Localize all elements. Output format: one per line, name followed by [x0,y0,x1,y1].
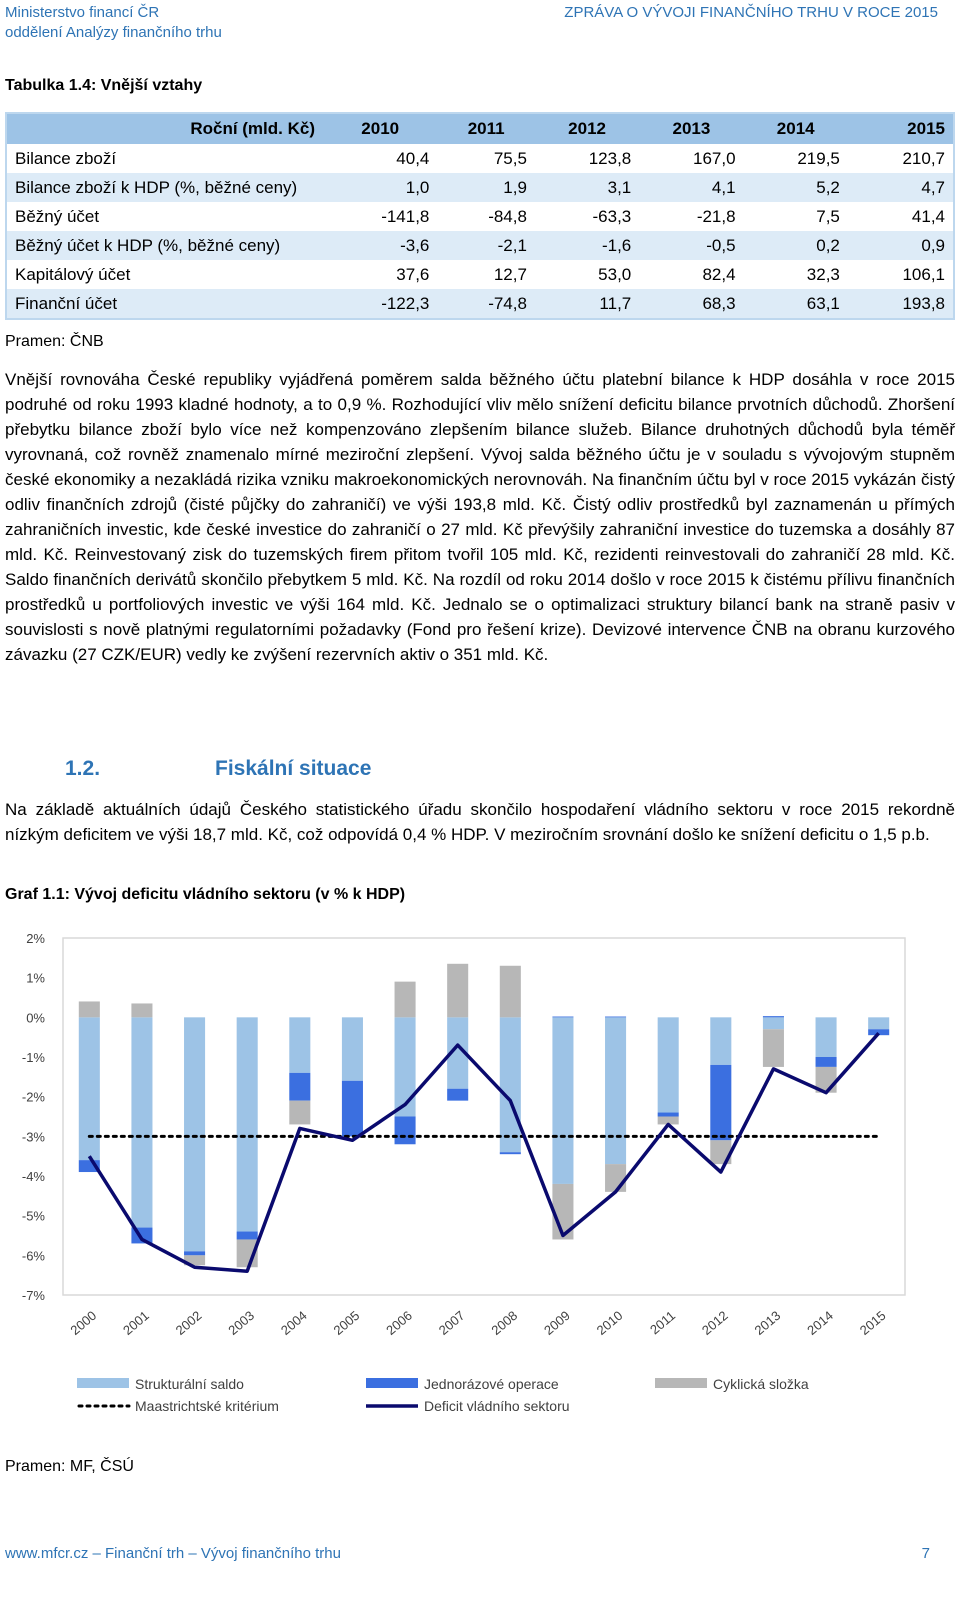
header-ministry: Ministerstvo financí ČR [5,4,160,21]
header-report-title: ZPRÁVA O VÝVOJI FINANČNÍHO TRHU V ROCE 2015 [564,4,938,21]
table-cell: 0,2 [744,231,848,260]
table-cell: 75,5 [493,148,527,168]
table-cell: -1,6 [535,231,639,260]
table-cell: 68,3 [639,289,743,319]
x-tick-label: 2006 [383,1307,415,1338]
table-header-row [6,113,954,144]
row-label: Běžný účet [15,206,100,226]
table-row [6,144,954,173]
x-tick-label: 2012 [698,1307,731,1338]
table-cell: 1,0 [323,173,437,202]
year-header: 2014 [744,113,848,144]
bar-cyclical [763,1029,784,1067]
year-header: 2011 [437,113,535,144]
x-tick-label: 2003 [225,1307,258,1338]
legend-label: Deficit vládního sektoru [424,1398,570,1414]
table-cell: 0,9 [848,231,954,260]
y-tick-label: -4% [21,1169,45,1184]
legend-swatch [655,1378,707,1388]
table-source: Pramen: ČNB [5,333,104,350]
bar-cyclical [395,982,416,1018]
table-cell: -122,3 [323,289,437,319]
deficit-line [89,1033,878,1271]
table-cell: 193,8 [848,289,954,319]
table-row [6,202,954,231]
row-label: Kapitálový účet [15,264,131,284]
page-number: 7 [921,1545,930,1562]
chart-caption: Graf 1.1: Vývoj deficitu vládního sektoru (v % k HDP) [5,886,406,903]
table-cell: 37,6 [396,264,430,284]
section-number: 1.2. [65,757,101,780]
x-tick-label: 2001 [120,1307,152,1338]
bar-oneoff [342,1081,363,1137]
bar-oneoff [605,1017,626,1018]
bar-oneoff [237,1232,258,1240]
bar-structural [79,1017,100,1160]
bar-structural [184,1017,205,1251]
table-cell: 4,1 [639,173,743,202]
bar-cyclical [79,1001,100,1017]
table-cell: -21,8 [696,206,736,226]
year-header: 2013 [639,113,743,144]
table-row [6,173,954,202]
legend-label: Maastrichtské kritérium [135,1398,279,1414]
bar-structural [868,1017,889,1029]
bar-structural [658,1017,679,1112]
row-label: Finanční účet [6,289,323,319]
table-cell: -0,5 [639,231,743,260]
table-cell: -74,8 [437,289,535,319]
bar-cyclical [131,1003,152,1017]
table-cell: 40,4 [396,148,430,168]
table-cell: 7,5 [816,206,840,226]
x-tick-label: 2015 [856,1307,889,1338]
table-cell: -141,8 [381,206,430,226]
y-tick-label: -5% [21,1208,45,1224]
bar-oneoff [710,1065,731,1140]
bar-cyclical [500,966,521,1018]
year-header: 2012 [535,113,639,144]
table-cell: -2,1 [437,231,535,260]
bar-structural [552,1017,573,1184]
x-tick-label: 2011 [647,1307,679,1338]
x-tick-label: 2007 [435,1307,468,1338]
row-label: Bilance zboží [15,148,117,168]
row-label: Bilance zboží k HDP (%, běžné ceny) [6,173,323,202]
table-cell: 63,1 [744,289,848,319]
x-tick-label: 2002 [172,1307,205,1338]
x-tick-label: 2005 [330,1307,363,1338]
table-cell: 5,2 [744,173,848,202]
y-tick-label: -6% [21,1248,45,1264]
y-tick-label: -2% [21,1089,45,1105]
y-tick-label: 1% [26,970,45,986]
y-tick-label: 0% [26,1010,45,1026]
bar-structural [500,1017,521,1152]
bar-structural [816,1017,837,1057]
bar-oneoff [552,1017,573,1018]
bar-oneoff [658,1113,679,1117]
table-cell: 82,4 [702,264,736,284]
legend-label: Strukturální saldo [135,1376,244,1392]
chart-source: Pramen: MF, ČSÚ [5,1458,134,1475]
bar-structural [605,1017,626,1164]
legend-label: Cyklická složka [713,1376,809,1392]
bar-cyclical [605,1164,626,1192]
table-cell: 3,1 [535,173,639,202]
table-caption: Tabulka 1.4: Vnější vztahy [5,77,203,94]
legend-label: Jednorázové operace [424,1376,559,1392]
table-row [6,289,954,319]
bar-structural [763,1017,784,1029]
table-cell: 167,0 [693,148,736,168]
bar-oneoff [816,1057,837,1067]
y-tick-label: -1% [21,1050,45,1065]
section-heading [65,757,371,781]
bar-structural [710,1017,731,1065]
year-header: 2015 [848,113,954,144]
table-cell: 1,9 [437,173,535,202]
bar-oneoff [184,1251,205,1255]
x-tick-label: 2000 [67,1307,100,1338]
bar-oneoff [447,1089,468,1101]
year-header: 2010 [323,113,437,144]
bar-cyclical [289,1101,310,1125]
table-cell: 41,4 [911,206,945,226]
table-cell: 210,7 [902,148,945,168]
bar-oneoff [500,1152,521,1154]
x-tick-label: 2014 [804,1307,836,1338]
table-cell: 11,7 [535,289,639,319]
paragraph-external-balance: Vnější rovnováha České republiky vyjádřená poměrem salda běžného účtu platební bilance k HDP dosáhla v roce 2015 podruhé od roku 1993 kladné hodnoty, a to 0,9 %. Rozhodující vliv mělo snížení deficitu bilance prvotních důchodů. Zhoršení přebytku bilance zboží bylo více než kompenzováno zlepšením bilance služeb. Bilance druhotných důchodů byla téměř vyrovnaná, což rovněž znamenalo mírné meziroční zlepšení. Vývoj salda běžného účtu je v souladu s vývojovým stupněm české ekonomiky a nezakládá rizika vzniku makroekonomických nerovnováh. Na finančním účtu byl v roce 2015 vykázán čistý odliv finančních zdrojů (čisté půjčky do zahraničí) ve výši 193,8 mld. Kč. Čistý odliv prostředků byl zaznamenán u přímých zahraničních investic, kde české investice do zahraničí o 27 mld. Kč převýšily zahraniční investice do tuzemska a dosáhly 87 mld. Kč. Reinvestovaný zisk do tuzemských firem přitom tvořil 105 mld. Kč, rezidenti reinvestovali do zahraničí 28 mld. Kč. Saldo finančních derivátů skončilo přebytkem 5 mld. Kč. Na rozdíl od roku 2014 došlo v roce 2015 k čistému přílivu finančních prostředků u portfoliových investic ve výši 164 mld. Kč. Jednalo se o optimalizaci struktury bilancí bank na straně pasiv v souvislosti s nově platnými regulatorními požadavky (Fond pro řešení krize). Devizové intervence ČNB na obranu kurzového závazku (27 CZK/EUR) vedly ke zvýšení rezervních aktiv o 351 mld. Kč. [5,370,955,664]
y-tick-label: -3% [21,1129,45,1145]
bar-cyclical [447,964,468,1018]
table-cell: 53,0 [598,264,632,284]
table-cell: -63,3 [592,206,632,226]
table-cell: 32,3 [806,264,840,284]
bar-structural [289,1017,310,1073]
row-label: Běžný účet k HDP (%, běžné ceny) [6,231,323,260]
table-cell: 123,8 [588,148,632,168]
header-department: oddělení Analýzy finančního trhu [5,24,222,41]
x-tick-label: 2009 [541,1307,573,1338]
legend-swatch [366,1378,418,1388]
deficit-chart [0,918,960,1418]
paragraph-fiscal: Na základě aktuálních údajů Českého statistického úřadu skončilo hospodaření vládního sektoru v roce 2015 rekordně nízkým deficitem ve výši 18,7 mld. Kč, což odpovídá 0,4 % HDP. V meziročním srovnání došlo ke snížení deficitu o 1,5 p.b. [5,800,955,844]
bar-oneoff [763,1016,784,1017]
y-tick-label: 2% [26,931,45,946]
table-row [6,260,954,289]
section-title: Fiskální situace [215,757,372,780]
x-tick-label: 2004 [277,1307,310,1338]
bar-structural [237,1017,258,1231]
table-cell: 219,5 [797,148,840,168]
table-cell: -84,8 [488,206,527,226]
bar-oneoff [395,1117,416,1145]
y-tick-label: -7% [21,1288,45,1303]
table-corner-header: Roční (mld. Kč) [6,113,323,144]
table-cell: 4,7 [848,173,954,202]
x-tick-label: 2013 [751,1307,784,1338]
x-tick-label: 2010 [593,1307,626,1338]
table-cell: 12,7 [493,264,527,284]
bar-structural [342,1017,363,1080]
bar-structural [131,1017,152,1227]
footer-link[interactable]: www.mfcr.cz – Finanční trh – Vývoj finančního trhu [5,1545,341,1562]
bar-oneoff [289,1073,310,1101]
bar-structural [395,1017,416,1116]
legend-swatch [77,1378,129,1388]
table-row [6,231,954,260]
table-cell: 106,1 [902,264,945,284]
x-tick-label: 2008 [488,1307,521,1338]
table-cell: -3,6 [323,231,437,260]
external-relations-table [5,112,955,320]
